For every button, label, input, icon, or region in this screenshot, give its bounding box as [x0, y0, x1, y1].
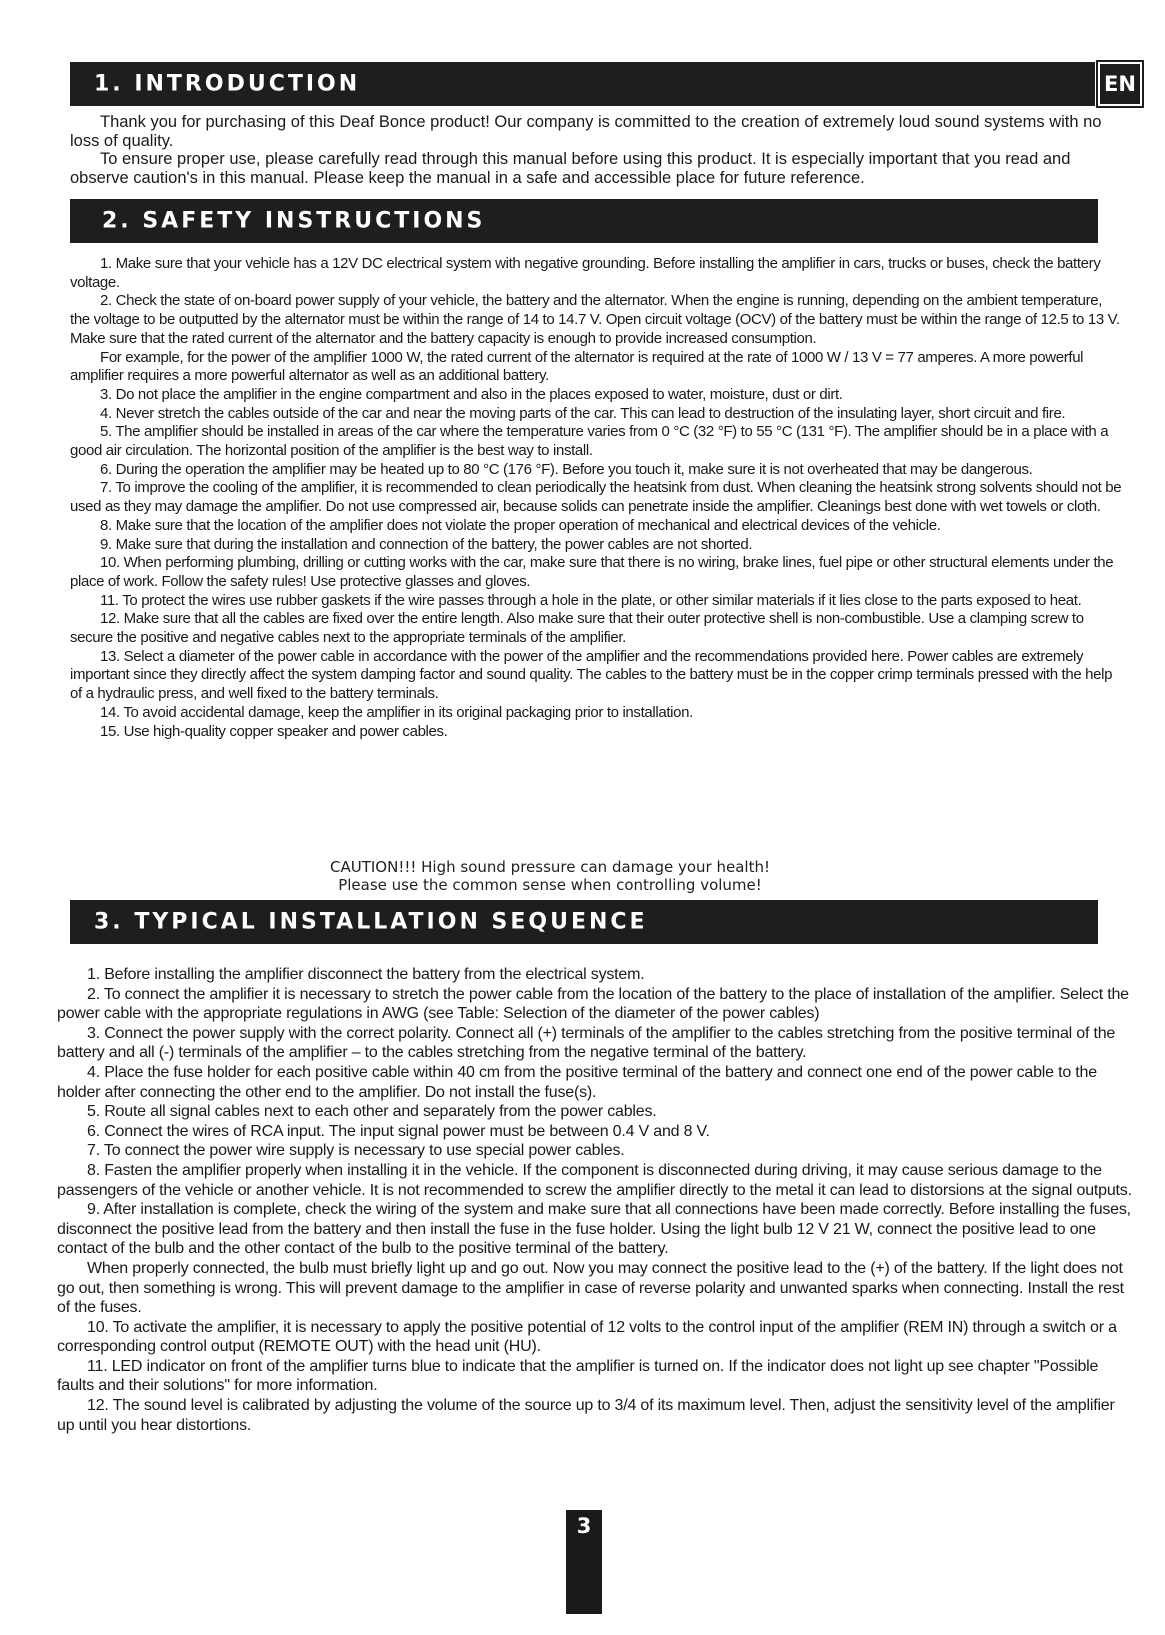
list-item: 5. The amplifier should be installed in areas of the car where the temperature varies from 0 °C (32 °F) to 55 °C (131 °F). The amplifier should be in a place with a good air circulation. The horizontal position of the amplifier is the best way to install. — [70, 423, 1109, 460]
introduction-body — [70, 113, 1130, 187]
list-item: 9. After installation is complete, check the wiring of the system and make sure that all connections have been made correctly. Before installing the fuses, disconnect the positive lead from the battery and then install the fuse in the fuse holder. Using the light bulb 12 V 21 W, connect the positive lead to one contact of the bulb and the other contact of the bulb to the positive terminal of the battery. — [57, 1201, 1131, 1258]
list-item: 1. Make sure that your vehicle has a 12V DC electrical system with negative grounding. Before installing the amplifier in cars, trucks or buses, check the battery voltage. — [70, 255, 1101, 291]
list-item: 2. To connect the amplifier it is necessary to stretch the power cable from the location of the battery to the place of installation of the amplifier. Select the power cable with the appropriate regulations in AWG (see Table: Selection of the diameter of the power cables) — [57, 985, 1129, 1023]
list-item: 7. To improve the cooling of the amplifier, it is recommended to clean periodically the heatsink from dust. When cleaning the heatsink strong solvents should not be used as they may damage the amplifier. Do not use compressed air, because solids can penetrate inside the amplifier. Cleanings best done with wet towels or cloth. — [70, 479, 1122, 516]
list-item: 2. Check the state of on-board power supply of your vehicle, the battery and the alternator. When the engine is running, depending on the ambient temperature, the voltage to be outputted by the alternator must be within the range of 14 to 14.7 V. Open circuit voltage (OCV) of the battery must be within the range of 12.5 to 13 V. Make sure that the rated current of the alternator and the battery capacity is enough to provide increased consumption. — [70, 292, 1120, 347]
caution-line: CAUTION!!! High sound pressure can damage your health! — [330, 858, 770, 876]
caution-line: Please use the common sense when controlling volume! — [338, 876, 762, 894]
section-heading-text: 2. SAFETY INSTRUCTIONS — [102, 208, 486, 234]
list-item: 6. Connect the wires of RCA input. The input signal power must be between 0.4 V and 8 V. — [87, 1122, 710, 1140]
list-item: For example, for the power of the amplifier 1000 W, the rated current of the alternator is required at the rate of 1000 W / 13 V = 77 amperes. A more powerful amplifier requires a more powerful alternator as well as an additional battery. — [70, 348, 1084, 385]
section-heading-installation — [70, 900, 1098, 944]
paragraph: To ensure proper use, please carefully read through this manual before using this product. It is especially important that you read and observe caution's in this manual. Please keep the manual in a safe and accessible place for future reference. — [70, 150, 1071, 187]
list-item: 11. LED indicator on front of the amplifier turns blue to indicate that the amplifier is turned on. If the indicator does not light up see chapter "Possible faults and their solutions" for more information. — [57, 1357, 1099, 1395]
list-item: 14. To avoid accidental damage, keep the amplifier in its original packaging prior to installation. — [100, 703, 693, 721]
safety-body — [70, 255, 1125, 741]
list-item: 5. Route all signal cables next to each other and separately from the power cables. — [87, 1103, 657, 1121]
list-item: 9. Make sure that during the installation and connection of the battery, the power cables are not shorted. — [100, 535, 753, 553]
caution-note — [250, 858, 850, 894]
section-heading-safety — [70, 199, 1098, 243]
section-heading-text: 3. TYPICAL INSTALLATION SEQUENCE — [94, 909, 648, 935]
section-heading-introduction — [70, 62, 1095, 106]
list-item: 7. To connect the power wire supply is necessary to use special power cables. — [87, 1142, 625, 1160]
installation-body — [57, 965, 1132, 1435]
list-item: 13. Select a diameter of the power cable in accordance with the power of the amplifier and the recommendations provided here. Power cables are extremely important since they directly affect the system damping factor and sound quality. The cables to the battery must be in the copper crimp terminals pressed with the help of a hydraulic press, and well fixed to the battery terminals. — [70, 647, 1113, 703]
list-item: 12. Make sure that all the cables are fixed over the entire length. Also make sure that their outer protective shell is non-combustible. Use a clamping screw to secure the positive and negative cables next to the appropriate terminals of the amplifier. — [70, 610, 1084, 647]
list-item: 3. Connect the power supply with the correct polarity. Connect all (+) terminals of the amplifier to the cables stretching from the positive terminal of the battery and all (-) terminals of the amplifier – to the cables stretching from the negative terminal of the battery. — [57, 1024, 1116, 1062]
list-item: 4. Place the fuse holder for each positive cable within 40 cm from the positive terminal of the battery and connect one end of the power cable to the holder after connecting the other end to the amplifier. Do not install the fuse(s). — [57, 1063, 1097, 1101]
list-item: 8. Fasten the amplifier properly when installing it in the vehicle. If the component is disconnected during driving, it may cause serious damage to the passengers of the vehicle or another vehicle. It is not recommended to screw the amplifier directly to the metal it can lead to distorsions at the signal outputs. — [57, 1161, 1132, 1199]
list-item: 3. Do not place the amplifier in the engine compartment and also in the places exposed to water, moisture, dust or dirt. — [100, 385, 843, 403]
list-item: When properly connected, the bulb must briefly light up and go out. Now you may connect the positive lead to the (+) of the battery. If the light does not go out, then something is wrong. This will prevent damage to the amplifier in case of reverse polarity and unwanted sparks when connecting. Install the rest of the fuses. — [57, 1259, 1124, 1317]
language-badge: EN — [1098, 62, 1142, 106]
list-item: 8. Make sure that the location of the amplifier does not violate the proper operation of mechanical and electrical devices of the vehicle. — [100, 516, 941, 534]
list-item: 1. Before installing the amplifier disconnect the battery from the electrical system. — [87, 966, 645, 983]
section-heading-text: 1. INTRODUCTION — [94, 71, 361, 97]
paragraph: Thank you for purchasing of this Deaf Bonce product! Our company is committed to the creation of extremely loud sound systems with no loss of quality. — [70, 113, 1102, 150]
list-item: 11. To protect the wires use rubber gaskets if the wire passes through a hole in the plate, or other similar materials if it lies close to the parts exposed to heat. — [100, 591, 1082, 609]
list-item: 12. The sound level is calibrated by adjusting the volume of the source up to 3/4 of its maximum level. Then, adjust the sensitivity level of the amplifier up until you hear distortions. — [57, 1397, 1115, 1434]
page-number: 3 — [576, 1514, 592, 1538]
list-item: 10. To activate the amplifier, it is necessary to apply the positive potential of 12 volts to the control input of the amplifier (REM IN) through a switch or a corresponding control output (REMOTE OUT) with the head unit (HU). — [57, 1318, 1117, 1356]
list-item: 10. When performing plumbing, drilling or cutting works with the car, make sure that there is no wiring, brake lines, fuel pipe or other structural elements under the place of work. Follow the safety rules! Use protective glasses and gloves. — [70, 554, 1114, 590]
list-item: 6. During the operation the amplifier may be heated up to 80 °C (176 °F). Before you touch it, make sure it is not overheated that may be dangerous. — [100, 460, 1033, 478]
list-item: 4. Never stretch the cables outside of the car and near the moving parts of the car. This can lead to destruction of the insulating layer, short circuit and fire. — [100, 404, 1066, 422]
list-item: 15. Use high-quality copper speaker and power cables. — [100, 722, 448, 740]
